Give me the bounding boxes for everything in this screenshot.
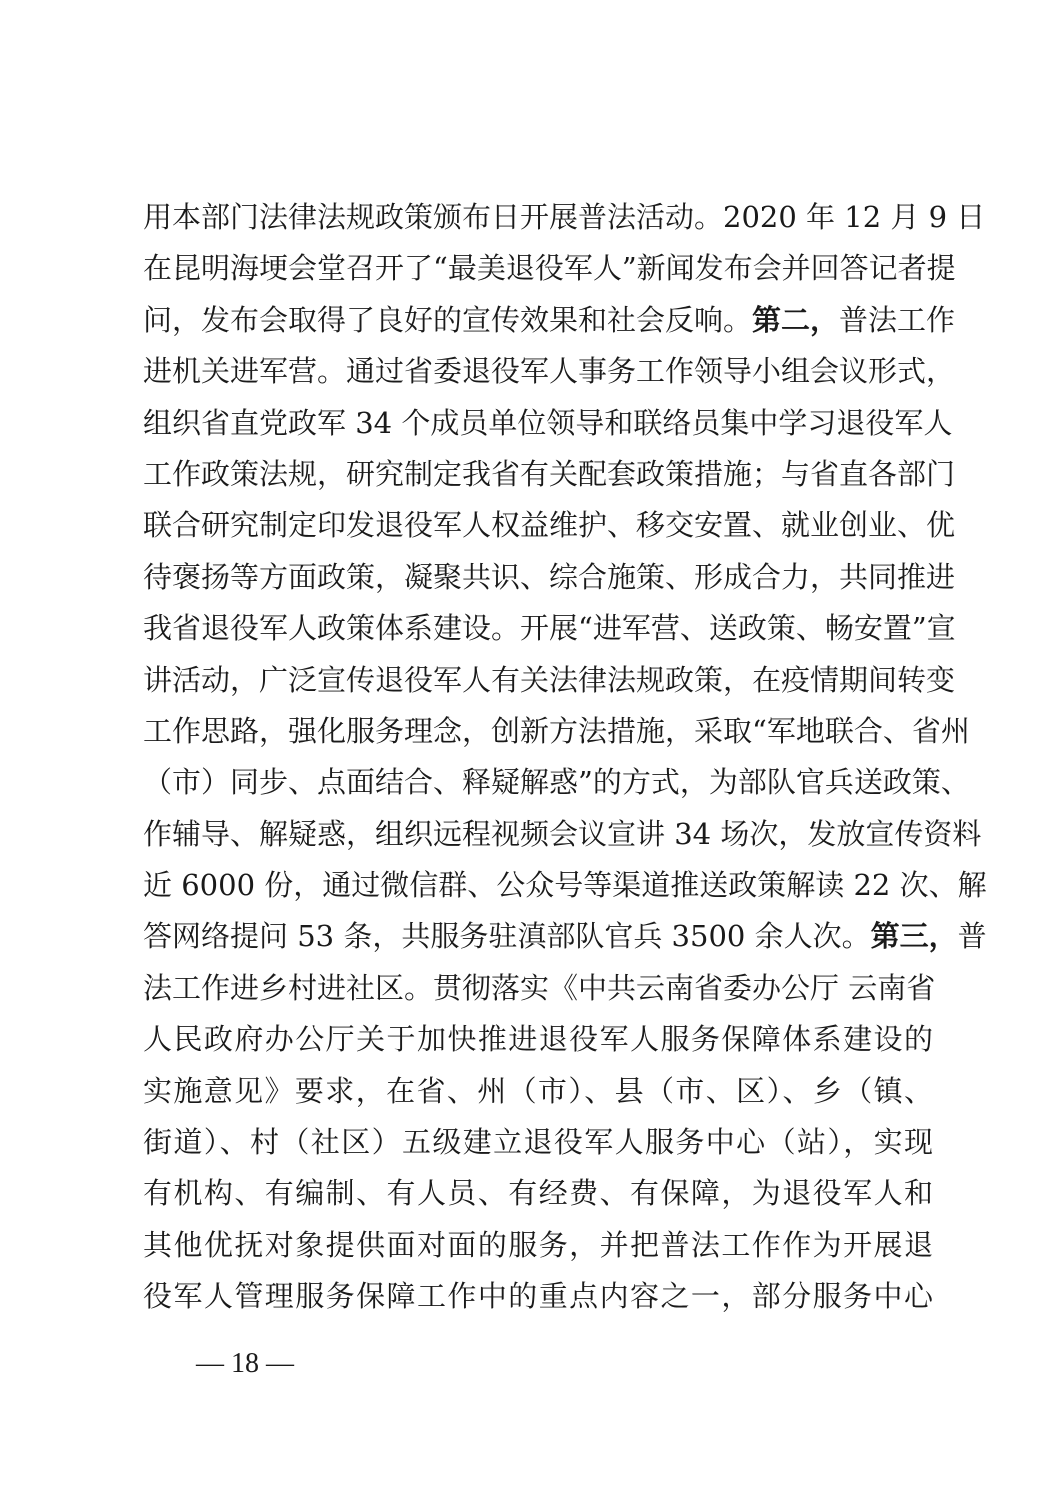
line-segment: 有机构、有编制、有人员、有经费、有保障，为退役军人和: [143, 1176, 933, 1211]
text-line-18: [143, 1066, 933, 1117]
text-line-22: [143, 1271, 933, 1322]
line-segment: 近 6000 份，通过微信群、公众号等渠道推送政策解读 22 次、解: [143, 868, 987, 903]
text-line-7: [143, 500, 956, 551]
line-segment: 在昆明海埂会堂召开了“最美退役军人”新闻发布会并回答记者提: [143, 251, 956, 286]
body-text: [143, 192, 987, 1323]
line-segment: （市）同步、点面结合、释疑解惑”的方式，为部队官兵送政策、: [143, 765, 970, 800]
text-line-20: [143, 1168, 933, 1219]
line-segment: 联合研究制定印发退役军人权益维护、移交安置、就业创业、优: [143, 508, 956, 543]
line-segment: 其他优抚对象提供面对面的服务，并把普法工作作为开展退: [143, 1227, 933, 1262]
text-line-2: [143, 243, 956, 294]
text-line-11: [143, 706, 970, 757]
text-line-4: [143, 346, 956, 397]
line-segment: 答网络提问 53 条，共服务驻滇部队官兵 3500 余人次。: [143, 919, 871, 954]
line-segment: 普法工作: [839, 302, 956, 337]
bold-heading-third: 第三，: [870, 919, 958, 954]
text-line-12: [143, 757, 970, 808]
text-line-13: [143, 809, 982, 860]
text-line-14: [143, 860, 987, 911]
text-line-15: [143, 911, 987, 962]
text-line-19: [143, 1117, 933, 1168]
line-segment: 作辅导、解疑惑，组织远程视频会议宣讲 34 场次，发放宣传资料: [143, 816, 982, 851]
line-segment: 工作思路，强化服务理念，创新方法措施，采取“军地联合、省州: [143, 713, 970, 748]
line-segment: 进机关进军营。通过省委退役军人事务工作领导小组会议形式，: [143, 354, 956, 389]
text-line-6: [143, 449, 956, 500]
line-segment: 我省退役军人政策体系建设。开展“进军营、送政策、畅安置”宣: [143, 611, 956, 646]
line-segment: 街道）、村（社区）五级建立退役军人服务中心（站），实现: [143, 1125, 933, 1160]
bold-heading-second: 第二，: [752, 302, 840, 337]
text-line-10: [143, 655, 956, 706]
text-line-16: [143, 963, 936, 1014]
text-line-17: [143, 1014, 933, 1065]
line-segment: 用本部门法律法规政策颁布日开展普法活动。2020 年 12 月 9 日: [143, 200, 986, 234]
line-segment: 实施意见》要求，在省、州（市）、县（市、区）、乡（镇、: [143, 1073, 933, 1108]
line-segment: 工作政策法规，研究制定我省有关配套政策措施；与省直各部门: [143, 456, 956, 491]
text-line-1: [143, 192, 986, 243]
text-line-21: [143, 1220, 933, 1271]
text-line-5: [143, 398, 953, 449]
page-number: — 18 —: [196, 1348, 294, 1379]
line-segment: 役军人管理服务保障工作中的重点内容之一，部分服务中心: [143, 1279, 933, 1314]
text-line-9: [143, 603, 956, 654]
line-segment: 讲活动，广泛宣传退役军人有关法律法规政策，在疫情期间转变: [143, 662, 956, 697]
text-line-3: [143, 295, 956, 346]
line-segment: 普: [957, 919, 987, 954]
line-segment: 组织省直党政军 34 个成员单位领导和联络员集中学习退役军人: [143, 405, 953, 440]
text-line-8: [143, 552, 956, 603]
line-segment: 法工作进乡村进社区。贯彻落实《中共云南省委办公厅 云南省: [143, 970, 936, 1005]
line-segment: 待褒扬等方面政策，凝聚共识、综合施策、形成合力，共同推进: [143, 559, 956, 594]
line-segment: 人民政府办公厅关于加快推进退役军人服务保障体系建设的: [143, 1022, 933, 1057]
line-segment: 问，发布会取得了良好的宣传效果和社会反响。: [143, 302, 753, 337]
